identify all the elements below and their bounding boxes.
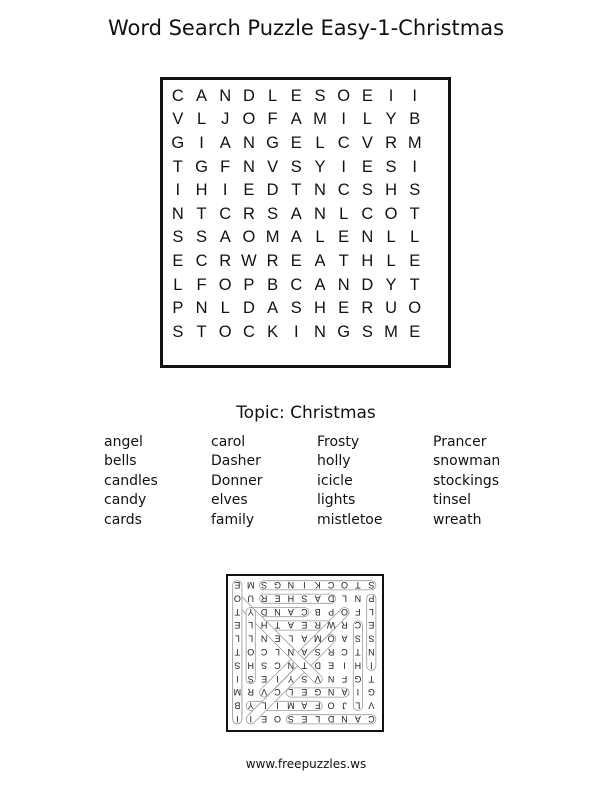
grid-letter: E	[338, 228, 350, 247]
grid-letter: H	[195, 181, 208, 200]
grid-letter: C	[219, 204, 232, 223]
answer-key-letter: S	[368, 580, 375, 590]
grid-letter: L	[315, 228, 325, 247]
grid-letter: O	[337, 86, 351, 105]
answer-key-letter: S	[301, 593, 308, 604]
grid-letter: N	[337, 275, 350, 294]
answer-key-letter: I	[236, 714, 239, 724]
grid-row	[166, 273, 427, 297]
answer-key-letter: C	[341, 647, 348, 657]
grid-letter: O	[242, 110, 256, 129]
answer-key-letter: C	[368, 714, 375, 724]
answer-key-letter: Y	[247, 606, 254, 617]
grid-letter: G	[266, 133, 280, 152]
grid-letter: J	[221, 110, 230, 129]
answer-key-letter: I	[303, 580, 306, 590]
answer-key-grid	[228, 576, 382, 730]
answer-key-letter: K	[314, 580, 321, 590]
answer-key-letter: N	[287, 647, 295, 657]
grid-letter: E	[243, 181, 255, 200]
answer-key-letter: S	[234, 660, 241, 671]
answer-key-letter: S	[368, 633, 375, 644]
grid-letter: B	[267, 275, 279, 294]
grid-row	[166, 226, 427, 250]
answer-key-letter: L	[368, 606, 374, 617]
answer-key-letter: L	[261, 700, 267, 711]
answer-key-letter: O	[327, 633, 335, 644]
grid-letter: A	[219, 133, 231, 152]
grid-letter: E	[172, 251, 184, 270]
answer-key-letter: G	[367, 687, 375, 698]
grid-letter: L	[386, 251, 396, 270]
grid-letter: C	[361, 204, 374, 223]
grid-letter: T	[338, 251, 349, 270]
answer-key-letter: I	[343, 660, 346, 671]
grid-letter: F	[267, 110, 278, 129]
answer-key-letter: N	[260, 633, 268, 644]
word-list-item: wreath	[433, 511, 482, 528]
grid-letter: I	[293, 322, 299, 341]
answer-key-letter: E	[261, 673, 268, 684]
answer-key-letter: N	[287, 580, 295, 590]
answer-key-letter: V	[261, 687, 268, 698]
word-list-item: candles	[104, 472, 158, 489]
grid-letter: M	[384, 322, 398, 341]
grid-letter: S	[290, 299, 302, 318]
word-list-item: Donner	[211, 472, 263, 489]
answer-key-letter: E	[301, 687, 308, 698]
word-list-item: tinsel	[433, 492, 472, 509]
grid-letter: C	[171, 86, 184, 105]
answer-key-letter: B	[234, 700, 241, 711]
answer-key-letter: A	[341, 633, 348, 644]
grid-letter: G	[171, 133, 185, 152]
grid-letter: O	[384, 204, 398, 223]
grid-letter: S	[172, 322, 184, 341]
grid-letter: A	[219, 228, 231, 247]
grid-row	[166, 320, 427, 344]
word-list-item: family	[211, 511, 255, 528]
word-list-item: holly	[317, 453, 351, 470]
grid-letter: N	[314, 181, 326, 200]
grid-letter: F	[220, 157, 231, 176]
answer-key-letter: C	[260, 647, 268, 657]
grid-letter: C	[337, 133, 350, 152]
word-list-item: lights	[317, 492, 356, 509]
grid-letter: O	[408, 299, 422, 318]
answer-key-letter: P	[328, 606, 335, 617]
answer-key-letter: M	[313, 633, 322, 644]
grid-letter: R	[361, 299, 374, 318]
grid-letter: I	[341, 157, 346, 176]
grid-letter: V	[361, 133, 373, 152]
answer-key-letter: O	[273, 714, 282, 724]
answer-key-letter: T	[355, 647, 361, 657]
answer-key-letter: A	[354, 714, 361, 724]
grid-letter: M	[265, 228, 280, 247]
grid-letter: T	[196, 204, 207, 223]
answer-key-letter: C	[274, 660, 281, 671]
grid-row	[166, 178, 427, 202]
grid-letter: L	[362, 110, 372, 129]
grid-letter: Y	[385, 110, 397, 129]
grid-letter: A	[290, 110, 302, 129]
grid-letter: S	[409, 181, 421, 200]
answer-key-letter: C	[274, 687, 281, 698]
grid-letter: S	[267, 204, 279, 223]
answer-key-letter: B	[314, 606, 321, 617]
answer-key-letter: P	[368, 593, 375, 604]
grid-letter: N	[314, 322, 326, 341]
answer-key-letter: T	[274, 620, 281, 631]
grid-letter: L	[196, 110, 207, 129]
grid-letter: P	[243, 275, 255, 294]
grid-letter: T	[291, 181, 302, 200]
answer-key-letter: L	[355, 700, 361, 711]
puzzle-grid	[160, 77, 451, 368]
answer-key-letter: N	[368, 647, 375, 657]
answer-key-letter: I	[249, 714, 252, 724]
answer-key-letter: Y	[247, 700, 254, 711]
answer-key-letter: I	[276, 700, 279, 711]
grid-letter: R	[242, 204, 255, 223]
grid-letter: V	[172, 110, 184, 129]
answer-key-letter: O	[327, 700, 335, 711]
answer-key-letter: R	[314, 620, 321, 631]
grid-row	[166, 296, 427, 320]
word-list-item: carol	[211, 434, 246, 450]
grid-letter: H	[314, 299, 326, 318]
grid-letter: K	[267, 322, 279, 341]
answer-key-letter: A	[287, 606, 294, 617]
answer-key-letter: E	[234, 620, 241, 631]
grid-letter: Y	[385, 275, 397, 294]
grid-letter: P	[172, 299, 184, 318]
grid-letter: L	[315, 133, 325, 152]
answer-key-letter: T	[301, 660, 308, 671]
answer-key-letter: R	[247, 687, 254, 698]
grid-letter: O	[242, 228, 256, 247]
answer-key-letter: C	[354, 620, 362, 631]
grid-letter: G	[195, 157, 208, 176]
grid-letter: T	[172, 157, 183, 176]
answer-key-letter: W	[326, 620, 336, 631]
answer-key-letter: A	[341, 687, 348, 698]
word-list-item: Dasher	[211, 453, 261, 470]
answer-key-letter: A	[287, 620, 294, 631]
grid-letter: A	[314, 275, 326, 294]
grid-letter: I	[222, 181, 228, 200]
answer-key-letter: M	[246, 580, 255, 590]
grid-letter: D	[266, 181, 279, 200]
answer-key-letter: N	[327, 687, 335, 698]
grid-letter: C	[242, 322, 255, 341]
answer-key-letter: F	[341, 673, 348, 684]
grid-letter: D	[242, 299, 255, 318]
grid-letter: N	[242, 133, 255, 152]
grid-letter: S	[361, 181, 373, 200]
grid-letter: R	[266, 251, 279, 270]
grid-letter: R	[385, 133, 397, 152]
grid-letter: E	[409, 322, 421, 341]
grid-letter: E	[409, 251, 421, 270]
grid-letter: L	[339, 204, 349, 223]
answer-key-letter: D	[327, 593, 335, 604]
grid-letter: L	[410, 228, 420, 247]
answer-key-letter: C	[301, 606, 308, 617]
answer-key-thumbnail	[226, 574, 384, 732]
grid-letter: C	[290, 275, 303, 294]
answer-key-letter: G	[273, 580, 282, 590]
answer-key-letter: E	[301, 620, 308, 631]
grid-letter: A	[290, 204, 302, 223]
answer-key-letter: R	[327, 647, 335, 657]
puzzle-title: Word Search Puzzle Easy-1-Christmas	[107, 16, 505, 40]
answer-key-letter: L	[234, 633, 240, 644]
grid-letter: N	[361, 228, 374, 247]
grid-letter: S	[385, 157, 397, 176]
answer-key-letter: J	[342, 700, 347, 711]
answer-key-letter: O	[340, 606, 349, 617]
grid-letter: S	[172, 228, 184, 247]
answer-key-letter: E	[274, 593, 281, 604]
word-list-item: stockings	[433, 472, 500, 489]
word-list-item: candy	[104, 492, 147, 509]
answer-key-letter: E	[274, 633, 281, 644]
grid-letter: N	[242, 157, 255, 176]
grid-letter: E	[290, 133, 302, 152]
grid-letter: S	[361, 322, 373, 341]
grid-letter: H	[385, 181, 397, 200]
answer-key-letter: O	[233, 593, 241, 604]
answer-key-letter: S	[314, 647, 321, 657]
grid-letter: I	[388, 86, 394, 105]
grid-letter: O	[218, 322, 232, 341]
answer-key-letter: G	[354, 673, 362, 684]
word-list	[0, 433, 612, 533]
grid-row	[166, 84, 427, 108]
grid-letter: E	[338, 299, 350, 318]
answer-key-letter: D	[260, 606, 268, 617]
answer-key-letter: E	[234, 580, 241, 590]
grid-letter: C	[337, 181, 350, 200]
grid-letter: M	[407, 133, 422, 152]
answer-key-letter: N	[287, 660, 295, 671]
topic-heading: Topic: Christmas	[236, 403, 376, 423]
grid-letter: I	[412, 86, 418, 105]
answer-key-letter: S	[287, 714, 294, 724]
answer-key-letter: S	[354, 633, 361, 644]
answer-key-letter: L	[315, 714, 321, 724]
grid-letter: N	[195, 299, 208, 318]
word-list-item: angel	[104, 434, 143, 450]
grid-letter: V	[267, 157, 279, 176]
grid-letter: H	[361, 251, 374, 270]
answer-key-letter: A	[301, 633, 308, 644]
answer-key-letter: V	[314, 673, 321, 684]
grid-letter: O	[218, 275, 232, 294]
grid-letter: Y	[314, 157, 326, 176]
answer-key-letter: E	[301, 714, 308, 724]
answer-key-letter: T	[234, 647, 241, 657]
word-list-item: snowman	[433, 453, 501, 470]
answer-key-letter: A	[314, 593, 321, 604]
answer-key-letter: E	[261, 714, 268, 724]
grid-letter: N	[314, 204, 326, 223]
grid-letter: S	[290, 157, 302, 176]
grid-row	[166, 249, 427, 273]
grid-letter: I	[175, 181, 181, 200]
grid-letter: E	[361, 157, 373, 176]
answer-key-letter: M	[233, 687, 242, 698]
answer-key-letter: U	[247, 593, 254, 604]
answer-key-letter: F	[314, 700, 321, 711]
answer-key-letter: L	[288, 633, 294, 644]
grid-letter: C	[195, 251, 208, 270]
answer-key-letter: H	[247, 660, 254, 671]
answer-key-rotated-group	[234, 580, 375, 724]
grid-letter: I	[341, 110, 346, 129]
grid-letter: S	[314, 86, 326, 105]
answer-key-letter: S	[301, 673, 308, 684]
letter-grid-table	[166, 84, 427, 344]
grid-letter: R	[219, 251, 232, 270]
grid-letter: A	[314, 251, 326, 270]
answer-key-letter: E	[368, 620, 375, 631]
answer-key-letter: A	[301, 647, 308, 657]
word-list-item: Prancer	[433, 434, 487, 450]
grid-letter: N	[219, 86, 232, 105]
grid-letter: A	[290, 228, 302, 247]
grid-letter: I	[199, 133, 204, 152]
grid-letter: W	[241, 251, 257, 270]
grid-letter: M	[313, 110, 327, 129]
answer-key-letter: N	[341, 714, 348, 724]
answer-key-letter: D	[314, 660, 321, 671]
answer-key-letter: C	[327, 580, 335, 590]
answer-key-letter: F	[355, 606, 361, 617]
answer-key-letter: I	[370, 660, 373, 671]
answer-key-letter: T	[368, 673, 375, 684]
answer-key-letter: M	[287, 700, 295, 711]
grid-letter: T	[409, 275, 420, 294]
grid-letter: U	[385, 299, 397, 318]
answer-key-letter: L	[288, 687, 294, 698]
answer-key-letter: I	[276, 673, 279, 684]
answer-key-letter: S	[261, 580, 268, 590]
answer-key-letter: S	[247, 673, 254, 684]
answer-key-letter: R	[260, 593, 268, 604]
word-list-item: icicle	[317, 472, 353, 489]
grid-letter: L	[386, 228, 396, 247]
answer-key-letter: D	[327, 714, 335, 724]
grid-row	[166, 131, 427, 155]
answer-key-letter: T	[355, 580, 361, 590]
grid-letter: D	[242, 86, 255, 105]
grid-letter: B	[409, 110, 421, 129]
word-list-item: cards	[104, 511, 142, 528]
grid-letter: T	[409, 204, 420, 223]
word-list-item: elves	[211, 492, 248, 509]
word-list-item: bells	[104, 453, 137, 470]
answer-key-letter: E	[328, 660, 335, 671]
answer-key-letter: O	[340, 580, 349, 590]
answer-key-letter: T	[234, 606, 241, 617]
answer-key-letter: R	[341, 620, 348, 631]
grid-letter: E	[361, 86, 373, 105]
answer-key-letter: L	[274, 647, 281, 657]
grid-letter: D	[361, 275, 374, 294]
grid-letter: E	[290, 86, 302, 105]
answer-key-letter: O	[247, 647, 255, 657]
grid-letter: G	[337, 322, 351, 341]
answer-key-letter: L	[248, 633, 254, 644]
answer-key-letter: I	[356, 687, 360, 698]
grid-letter: I	[412, 157, 418, 176]
grid-letter: L	[268, 86, 278, 105]
answer-key-letter: N	[274, 606, 281, 617]
answer-key-letter: H	[287, 593, 295, 604]
footer-url: www.freepuzzles.ws	[245, 757, 367, 771]
answer-key-letter: L	[248, 620, 254, 631]
answer-key-letter: I	[236, 673, 239, 684]
answer-key-letter: V	[368, 700, 375, 711]
answer-key-letter: S	[261, 660, 268, 671]
answer-key-letter: N	[354, 593, 362, 604]
grid-row	[166, 108, 427, 132]
grid-letter: L	[173, 275, 183, 294]
grid-letter: A	[267, 299, 279, 318]
answer-key-letter: L	[341, 593, 348, 604]
answer-key-letter: Y	[287, 673, 294, 684]
answer-key-letter: N	[327, 673, 335, 684]
grid-row	[166, 202, 427, 226]
grid-letter: A	[196, 86, 208, 105]
word-list-item: mistletoe	[317, 511, 383, 528]
answer-key-letter: G	[314, 687, 322, 698]
word-list-item: Frosty	[317, 434, 360, 450]
grid-letter: N	[171, 204, 184, 223]
grid-letter: S	[196, 228, 208, 247]
answer-key-letter: H	[260, 620, 268, 631]
grid-letter: T	[196, 322, 207, 341]
grid-row	[166, 155, 427, 179]
grid-letter: E	[290, 251, 302, 270]
answer-key-letter: A	[301, 700, 308, 711]
answer-key-letter: H	[354, 660, 362, 671]
grid-letter: F	[196, 275, 207, 294]
grid-letter: L	[220, 299, 230, 318]
